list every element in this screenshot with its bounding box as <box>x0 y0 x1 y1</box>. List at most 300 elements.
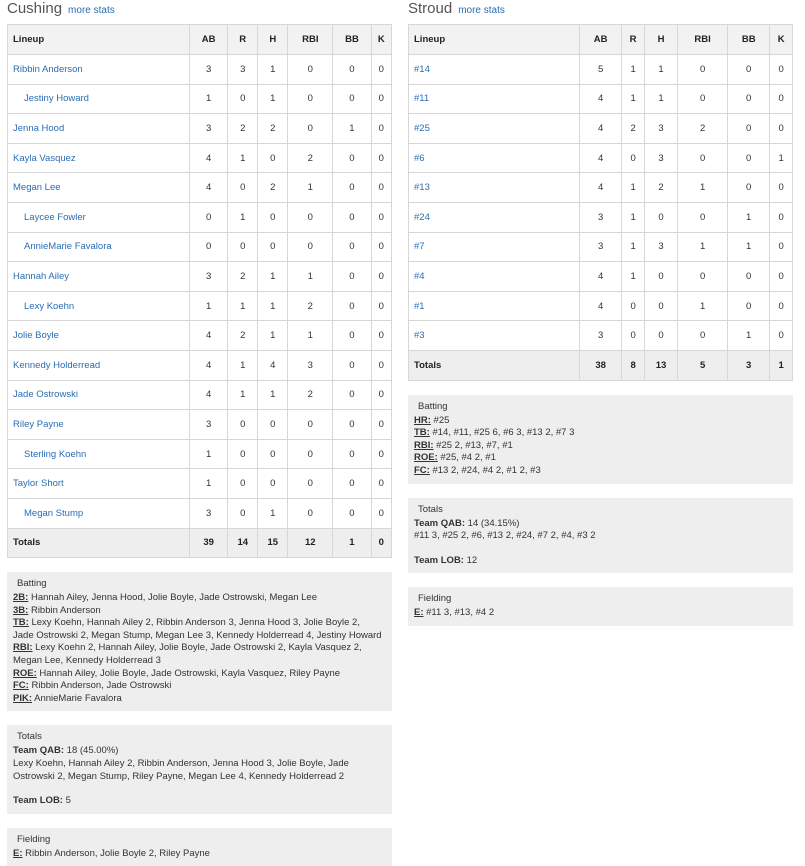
stat-cell: 3 <box>580 232 622 262</box>
stat-cell: 2 <box>228 262 258 292</box>
stat-text: #25 2, #13, #7, #1 <box>436 439 513 451</box>
stat-cell: 0 <box>770 232 793 262</box>
stat-cell: 0 <box>333 291 371 321</box>
stat-cell: 5 <box>580 55 622 85</box>
stat-cell: 0 <box>333 410 371 440</box>
stat-cell: 0 <box>728 143 770 173</box>
player-cell <box>8 262 190 292</box>
lob-value: 12 <box>466 554 478 566</box>
stat-cell: 0 <box>333 469 371 499</box>
stat-cell: 1 <box>258 498 288 528</box>
column-header: Lineup <box>409 25 580 55</box>
player-link[interactable]: #24 <box>414 211 430 223</box>
qab-players-line: Ostrowski 2, Megan Stump, Riley Payne, Megan Lee 4, Kennedy Holderread 2 <box>13 770 345 782</box>
stat-cell: 0 <box>258 143 288 173</box>
panel-title: Fielding <box>17 833 51 845</box>
stat-cell: 0 <box>371 202 391 232</box>
qab-value: 14 (34.15%) <box>467 517 520 529</box>
totals-panel <box>7 725 392 813</box>
stat-text: Hannah Ailey, Jolie Boyle, Jade Ostrowski, Kayla Vasquez, Riley Payne <box>39 667 341 679</box>
stat-cell: 1 <box>728 232 770 262</box>
player-cell <box>409 143 580 173</box>
stat-cell: 2 <box>258 173 288 203</box>
player-link[interactable]: Jade Ostrowski <box>13 389 78 401</box>
player-link[interactable]: #11 <box>414 93 430 105</box>
player-link[interactable]: Laycee Fowler <box>24 211 86 223</box>
table-row <box>8 439 392 469</box>
stat-key: FC: <box>414 464 430 476</box>
stat-text: Hannah Ailey, Jenna Hood, Jolie Boyle, Jade Ostrowski, Megan Lee <box>30 592 317 604</box>
stat-cell: 0 <box>333 321 371 351</box>
player-link[interactable]: #14 <box>414 63 430 75</box>
stat-cell: 3 <box>644 232 677 262</box>
stat-cell: 0 <box>678 202 728 232</box>
player-link[interactable]: Taylor Short <box>13 478 64 490</box>
player-cell <box>8 84 190 114</box>
stat-key: RBI: <box>13 642 33 654</box>
stat-cell: 0 <box>728 55 770 85</box>
stat-cell: 2 <box>228 321 258 351</box>
table-row <box>8 143 392 173</box>
stat-cell: 1 <box>644 84 677 114</box>
stat-cell: 1 <box>228 380 258 410</box>
total-cell: 8 <box>622 350 645 380</box>
table-row <box>8 114 392 144</box>
stat-cell: 0 <box>770 114 793 144</box>
stat-cell: 0 <box>371 114 391 144</box>
stat-cell: 0 <box>258 232 288 262</box>
table-header-row <box>8 25 392 55</box>
player-cell <box>409 84 580 114</box>
stat-cell: 0 <box>228 410 258 440</box>
qab-label: Team QAB: <box>414 517 466 529</box>
stat-cell: 0 <box>190 202 228 232</box>
stat-cell: 0 <box>371 469 391 499</box>
stat-cell: 0 <box>678 84 728 114</box>
panel-title: Fielding <box>418 593 452 605</box>
stat-cell: 0 <box>333 55 371 85</box>
stat-cell: 0 <box>333 262 371 292</box>
player-cell <box>409 262 580 292</box>
lob-label: Team LOB: <box>13 795 63 807</box>
stat-cell: 3 <box>644 143 677 173</box>
more-stats-link[interactable]: more stats <box>458 5 505 16</box>
batting-panel <box>7 572 392 711</box>
stat-cell: 3 <box>190 262 228 292</box>
panel-title: Totals <box>17 731 42 743</box>
stat-cell: 0 <box>644 262 677 292</box>
stat-cell: 0 <box>371 350 391 380</box>
stat-cell: 0 <box>644 321 677 351</box>
table-row <box>8 55 392 85</box>
stat-cell: 0 <box>371 410 391 440</box>
player-link[interactable]: Megan Lee <box>13 182 61 194</box>
stat-cell: 0 <box>228 498 258 528</box>
fielding-panel <box>408 587 793 626</box>
stat-cell: 0 <box>678 55 728 85</box>
player-link[interactable]: Hannah Ailey <box>13 270 69 282</box>
stat-cell: 4 <box>580 143 622 173</box>
stat-text: #14, #11, #25 6, #6 3, #13 2, #7 3 <box>432 427 575 439</box>
table-row <box>409 114 793 144</box>
player-cell <box>409 202 580 232</box>
stat-text: Ribbin Anderson, Jade Ostrowski <box>31 680 172 692</box>
stat-cell: 0 <box>288 114 333 144</box>
total-cell: 3 <box>728 350 770 380</box>
stat-cell: 1 <box>622 55 645 85</box>
stat-cell: 3 <box>288 350 333 380</box>
totals-label: Totals <box>8 528 190 558</box>
stat-cell: 0 <box>678 143 728 173</box>
stat-cell: 0 <box>770 291 793 321</box>
stat-cell: 1 <box>228 143 258 173</box>
team-qab-line <box>13 745 386 758</box>
stat-cell: 0 <box>333 350 371 380</box>
team-header <box>7 0 392 20</box>
player-cell <box>8 350 190 380</box>
stat-cell: 4 <box>580 84 622 114</box>
qab-players-line: Lexy Koehn, Hannah Ailey 2, Ribbin Anderson, Jenna Hood 3, Jolie Boyle, Jade <box>13 758 349 770</box>
player-link[interactable]: #1 <box>414 300 425 312</box>
column-header: BB <box>728 25 770 55</box>
stat-cell: 2 <box>288 380 333 410</box>
totals-row <box>409 350 793 380</box>
box-score-table <box>408 24 793 381</box>
stat-key: 2B: <box>13 592 29 604</box>
stat-cell: 4 <box>190 380 228 410</box>
table-row <box>8 469 392 499</box>
stat-cell: 1 <box>622 262 645 292</box>
player-cell <box>8 143 190 173</box>
column-header: BB <box>333 25 371 55</box>
stat-cell: 0 <box>333 173 371 203</box>
batting-line <box>13 655 386 668</box>
player-link[interactable]: #25 <box>414 122 430 134</box>
stat-cell: 2 <box>288 143 333 173</box>
stat-cell: 0 <box>622 321 645 351</box>
stat-cell: 0 <box>622 143 645 173</box>
batting-line <box>13 680 386 693</box>
stat-key: HR: <box>414 414 431 426</box>
stat-cell: 3 <box>190 410 228 440</box>
spacer <box>13 783 386 795</box>
stat-cell: 1 <box>622 173 645 203</box>
stat-cell: 1 <box>622 202 645 232</box>
stat-cell: 1 <box>770 143 793 173</box>
stat-cell: 0 <box>371 173 391 203</box>
stat-cell: 3 <box>580 321 622 351</box>
batting-line <box>414 452 787 465</box>
player-cell <box>8 321 190 351</box>
batting-line <box>13 693 386 706</box>
stat-cell: 0 <box>728 173 770 203</box>
team-name: Stroud <box>408 0 453 17</box>
more-stats-link[interactable]: more stats <box>68 5 115 16</box>
stat-cell: 1 <box>190 469 228 499</box>
stat-cell: 0 <box>728 262 770 292</box>
player-cell <box>8 439 190 469</box>
stat-cell: 1 <box>728 321 770 351</box>
stat-cell: 1 <box>258 262 288 292</box>
stat-cell: 1 <box>190 439 228 469</box>
fielding-line <box>414 607 787 620</box>
totals-label: Totals <box>409 350 580 380</box>
player-link[interactable]: #13 <box>414 182 430 194</box>
table-row <box>8 232 392 262</box>
table-row <box>409 173 793 203</box>
stat-key: TB: <box>13 617 29 629</box>
stat-cell: 1 <box>258 84 288 114</box>
stat-cell: 3 <box>190 114 228 144</box>
stat-cell: 0 <box>770 202 793 232</box>
totals-row <box>8 528 392 558</box>
team-lob-line <box>13 795 386 808</box>
stat-cell: 0 <box>678 321 728 351</box>
fielding-panel <box>7 828 392 866</box>
stat-cell: 1 <box>228 202 258 232</box>
stat-cell: 1 <box>288 321 333 351</box>
stat-cell: 3 <box>644 114 677 144</box>
batting-line <box>414 415 787 428</box>
stat-cell: 0 <box>288 84 333 114</box>
stat-cell: 0 <box>371 439 391 469</box>
player-link[interactable]: Ribbin Anderson <box>13 63 83 75</box>
total-cell: 1 <box>770 350 793 380</box>
stat-cell: 2 <box>258 114 288 144</box>
player-link[interactable]: #7 <box>414 241 425 253</box>
batting-line <box>414 440 787 453</box>
stat-cell: 1 <box>258 380 288 410</box>
player-cell <box>8 232 190 262</box>
total-cell: 12 <box>288 528 333 558</box>
table-row <box>8 410 392 440</box>
stat-cell: 0 <box>333 202 371 232</box>
stat-cell: 0 <box>770 262 793 292</box>
stat-cell: 4 <box>580 262 622 292</box>
stat-text: #25, #4 2, #1 <box>440 452 496 464</box>
stat-cell: 4 <box>190 173 228 203</box>
stat-text: AnnieMarie Favalora <box>34 692 122 704</box>
player-link[interactable]: Jestiny Howard <box>24 93 89 105</box>
player-link[interactable]: Lexy Koehn <box>24 300 75 312</box>
stat-cell: 1 <box>190 291 228 321</box>
batting-line <box>13 605 386 618</box>
player-link[interactable]: Jolie Boyle <box>13 330 59 342</box>
player-link[interactable]: #3 <box>414 330 425 342</box>
player-cell <box>8 498 190 528</box>
stat-cell: 0 <box>258 439 288 469</box>
stat-cell: 0 <box>371 84 391 114</box>
stat-cell: 0 <box>644 291 677 321</box>
stat-cell: 0 <box>728 114 770 144</box>
stat-cell: 1 <box>228 350 258 380</box>
player-cell <box>409 173 580 203</box>
stat-cell: 0 <box>333 84 371 114</box>
table-row <box>409 84 793 114</box>
player-link[interactable]: Kennedy Holderread <box>13 359 101 371</box>
team-name: Cushing <box>7 0 63 17</box>
total-cell: 1 <box>333 528 371 558</box>
stat-cell: 0 <box>333 380 371 410</box>
stat-key: E: <box>414 607 424 619</box>
table-header-row <box>409 25 793 55</box>
stat-cell: 0 <box>371 321 391 351</box>
player-link[interactable]: Sterling Koehn <box>24 448 87 460</box>
player-link[interactable]: #4 <box>414 270 425 282</box>
stat-cell: 0 <box>770 84 793 114</box>
stat-cell: 0 <box>371 291 391 321</box>
stat-text: Ribbin Anderson <box>30 604 101 616</box>
player-link[interactable]: Megan Stump <box>24 507 84 519</box>
batting-line <box>414 427 787 440</box>
player-link[interactable]: Jenna Hood <box>13 122 65 134</box>
stat-cell: 0 <box>644 202 677 232</box>
player-cell <box>8 291 190 321</box>
table-row <box>8 84 392 114</box>
stat-cell: 2 <box>228 114 258 144</box>
table-row <box>8 202 392 232</box>
stat-key: PIK: <box>13 692 32 704</box>
batting-line <box>13 617 386 630</box>
stat-cell: 1 <box>288 262 333 292</box>
column-header: H <box>258 25 288 55</box>
stat-cell: 3 <box>580 202 622 232</box>
lob-value: 5 <box>65 795 71 807</box>
stat-cell: 0 <box>288 439 333 469</box>
stat-text: #13 2, #24, #4 2, #1 2, #3 <box>432 464 541 476</box>
stat-cell: 0 <box>288 232 333 262</box>
stat-cell: 0 <box>371 262 391 292</box>
total-cell: 38 <box>580 350 622 380</box>
stat-cell: 4 <box>190 321 228 351</box>
table-row <box>409 232 793 262</box>
stat-cell: 0 <box>288 410 333 440</box>
column-header: Lineup <box>8 25 190 55</box>
column-header: K <box>371 25 391 55</box>
stat-cell: 0 <box>770 173 793 203</box>
stat-cell: 0 <box>258 469 288 499</box>
stat-cell: 0 <box>288 55 333 85</box>
player-link[interactable]: Kayla Vasquez <box>13 152 76 164</box>
table-row <box>8 498 392 528</box>
player-cell <box>409 55 580 85</box>
stat-cell: 2 <box>622 114 645 144</box>
panel-title: Batting <box>418 400 448 412</box>
stat-cell: 0 <box>228 439 258 469</box>
stat-text: Ribbin Anderson, Jolie Boyle 2, Riley Payne <box>25 847 210 859</box>
stat-key: FC: <box>13 680 29 692</box>
stat-cell: 1 <box>622 84 645 114</box>
player-cell <box>409 321 580 351</box>
stat-text: #25 <box>433 414 450 426</box>
stat-cell: 0 <box>333 232 371 262</box>
column-header: RBI <box>288 25 333 55</box>
stat-cell: 0 <box>228 84 258 114</box>
stat-text: Lexy Koehn 2, Hannah Ailey, Jolie Boyle, Jade Ostrowski 2, Kayla Vasquez 2, <box>35 642 362 654</box>
stat-key: TB: <box>414 427 430 439</box>
player-cell <box>8 173 190 203</box>
table-row <box>8 321 392 351</box>
stat-text: #11 3, #13, #4 2 <box>426 607 495 619</box>
stat-cell: 0 <box>258 410 288 440</box>
player-link[interactable]: Riley Payne <box>13 418 64 430</box>
stat-cell: 0 <box>190 232 228 262</box>
team-header <box>408 0 793 20</box>
panel-title: Totals <box>418 503 443 515</box>
column-header: K <box>770 25 793 55</box>
stat-cell: 0 <box>371 380 391 410</box>
table-row <box>409 262 793 292</box>
stat-cell: 0 <box>258 202 288 232</box>
total-cell: 39 <box>190 528 228 558</box>
qab-label: Team QAB: <box>13 745 65 757</box>
stat-cell: 3 <box>228 55 258 85</box>
stat-key: ROE: <box>414 452 438 464</box>
player-link[interactable]: #6 <box>414 152 425 164</box>
stat-key: E: <box>13 847 23 859</box>
qab-value: 18 (45.00%) <box>66 745 119 757</box>
stat-cell: 0 <box>770 321 793 351</box>
table-row <box>409 291 793 321</box>
total-cell: 15 <box>258 528 288 558</box>
stat-cell: 2 <box>644 173 677 203</box>
column-header: AB <box>190 25 228 55</box>
player-cell <box>409 114 580 144</box>
stat-text: Megan Lee, Kennedy Holderread 3 <box>13 655 161 667</box>
column-header: R <box>622 25 645 55</box>
away-team-column <box>408 0 793 626</box>
stat-key: RBI: <box>414 439 434 451</box>
home-team-column <box>7 0 392 866</box>
stat-cell: 0 <box>728 291 770 321</box>
spacer <box>414 543 787 555</box>
stat-cell: 0 <box>333 439 371 469</box>
total-cell: 5 <box>678 350 728 380</box>
total-cell: 14 <box>228 528 258 558</box>
stat-cell: 0 <box>228 469 258 499</box>
stat-cell: 0 <box>770 55 793 85</box>
batting-line <box>13 592 386 605</box>
column-header: R <box>228 25 258 55</box>
stat-cell: 2 <box>288 291 333 321</box>
stat-cell: 1 <box>228 291 258 321</box>
stat-cell: 1 <box>678 232 728 262</box>
stat-cell: 0 <box>288 498 333 528</box>
stat-cell: 0 <box>678 262 728 292</box>
table-row <box>409 202 793 232</box>
player-cell <box>409 232 580 262</box>
table-row <box>409 55 793 85</box>
stat-cell: 1 <box>622 232 645 262</box>
column-header: RBI <box>678 25 728 55</box>
stat-cell: 0 <box>288 469 333 499</box>
stat-cell: 0 <box>333 498 371 528</box>
batting-line <box>13 642 386 655</box>
batting-panel <box>408 395 793 484</box>
table-row <box>8 262 392 292</box>
stat-cell: 0 <box>622 291 645 321</box>
player-link[interactable]: AnnieMarie Favalora <box>24 241 112 253</box>
stat-cell: 1 <box>190 84 228 114</box>
lob-label: Team LOB: <box>414 554 464 566</box>
batting-line <box>414 465 787 478</box>
batting-line <box>13 630 386 643</box>
stat-cell: 0 <box>228 173 258 203</box>
player-cell <box>8 380 190 410</box>
player-cell <box>8 469 190 499</box>
stat-cell: 1 <box>728 202 770 232</box>
totals-panel <box>408 498 793 574</box>
